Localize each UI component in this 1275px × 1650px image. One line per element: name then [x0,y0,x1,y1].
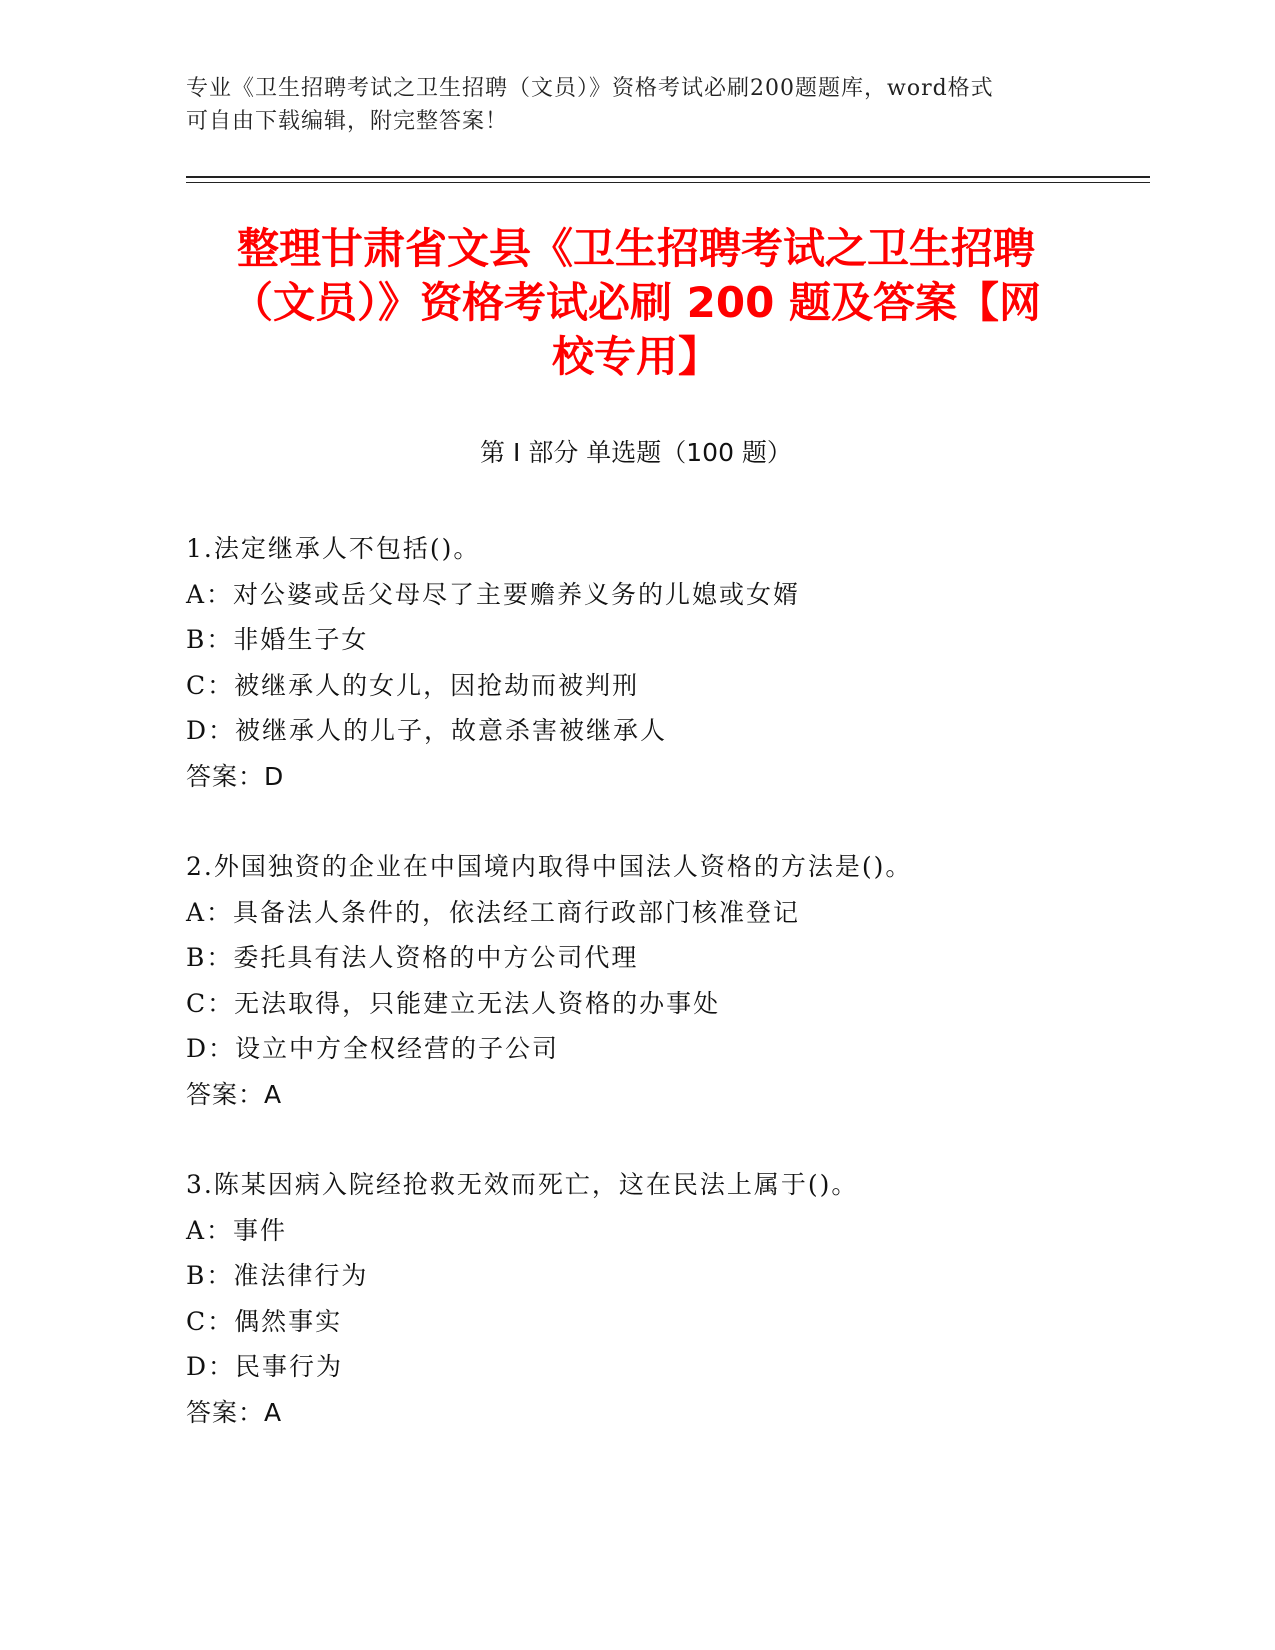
header-note [186,72,1086,138]
option-d: D：设立中方全权经营的子公司 [186,1034,560,1063]
document-title-line-2: （文员）》资格考试必刷 200 题及答案【网 [231,278,1041,327]
option-a: A：对公婆或岳父母尽了主要赡养义务的儿媳或女婿 [186,579,801,609]
header-note-line-2: 可自由下载编辑，附完整答案！ [186,109,509,134]
header-note-line-1: 专业《卫生招聘考试之卫生招聘（文员）》资格考试必刷200题题库，word格式 [186,76,994,101]
document-title [186,222,1086,384]
option-b: B：委托具有法人资格的中方公司代理 [186,943,639,972]
header-divider-thin [186,182,1150,183]
option-b: B：准法律行为 [186,1261,369,1290]
question-item [186,526,1116,799]
option-c: C：偶然事实 [186,1306,343,1336]
option-d: D：民事行为 [186,1352,344,1381]
answer-line: 答案：D [186,761,285,791]
question-stem: 1.法定继承人不包括()。 [186,534,481,563]
header-divider-thick [186,176,1150,178]
section-title: 第 I 部分 单选题（100 题） [480,438,792,467]
document-title-line-1: 整理甘肃省文县《卫生招聘考试之卫生招聘 [236,224,1035,273]
question-stem: 3.陈某因病入院经抢救无效而死亡，这在民法上属于()。 [186,1170,859,1199]
option-d: D：被继承人的儿子，故意杀害被继承人 [186,716,668,745]
option-b: B：非婚生子女 [186,625,369,654]
option-a: A：具备法人条件的，依法经工商行政部门核准登记 [186,897,801,927]
answer-line: 答案：A [186,1079,283,1109]
option-c: C：无法取得，只能建立无法人资格的办事处 [186,988,721,1018]
document-title-line-3: 校专用】 [551,332,720,381]
question-stem: 2.外国独资的企业在中国境内取得中国法人资格的方法是()。 [186,852,913,881]
question-item [186,844,1116,1117]
option-c: C：被继承人的女儿，因抢劫而被判刑 [186,670,640,700]
option-a: A：事件 [186,1215,288,1245]
answer-line: 答案：A [186,1397,283,1427]
question-item [186,1162,1116,1435]
